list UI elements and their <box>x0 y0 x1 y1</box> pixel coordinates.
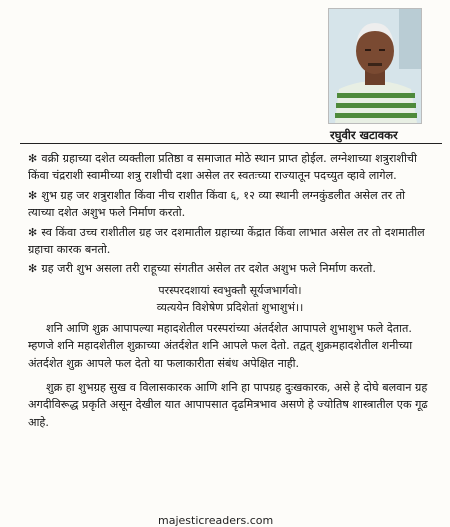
author-photo <box>328 8 422 124</box>
article-body <box>28 150 432 433</box>
bullet-item: ✻ वक्री ग्रहाच्या दशेत व्यक्तीला प्रतिष्ठा व समाजात मोठे स्थान प्राप्त होईल. लग्नेशाच्या शत्रुराशीची किंवा चंद्रराशी स्वामीच्या शत्रु राशीची दशा असेल तर स्वतःच्या राज्यातून पदच्युत व्हावे लागेल. <box>28 152 417 183</box>
bullet-item: ✻ स्व किंवा उच्च राशीतील ग्रह जर दशमातील ग्रहाच्या केंद्रात किंवा लाभात असेल तर तो दशमातील ग्रहाचा कारक बनतो. <box>28 225 425 257</box>
body-paragraph: शुक्र हा शुभग्रह सुख व विलासकारक आणि शनि हा पापग्रह दुःखकारक, असे हे दोघे बलवान ग्रह अगदीविरूद्ध प्रकृति असून देखील यात आपापसात दृढमित्रभाव असणे हे ज्योतिष शास्त्रातील एक गूढ आहे. <box>28 381 428 429</box>
bullet-star-icon: ✻ <box>28 152 38 165</box>
bullet-star-icon: ✻ <box>28 188 38 202</box>
bullet-item: ✻ ग्रह जरी शुभ असला तरी राहूच्या संगतीत असेल तर दशेत अशुभ फले निर्माण करतो. <box>28 262 376 276</box>
bullet-star-icon: ✻ <box>28 225 38 239</box>
bullet-star-icon: ✻ <box>28 262 38 276</box>
body-paragraph: शनि आणि शुक्र आपापल्या महादशेतील परस्परांच्या अंतर्दशेत आपापले शुभाशुभ फले देतात. म्हणजे शनि महादशेतील शुक्राच्या अंतर्दशेत शनि आपले फल देतो. तद्वत् शुक्रमहादशेतील शनीच्या अंतर्दशेत शुक्र आपले फल देतो या फलाकारीता संबंध अपेक्षित नाही. <box>28 321 413 370</box>
verse-line-1: परस्परदशायां स्वभुक्तौ सूर्यजभार्गवो। <box>158 283 302 297</box>
bullet-item: ✻ शुभ ग्रह जर शत्रुराशीत किंवा नीच राशीत किंवा ६, १२ व्या स्थानी लग्नकुंडलीत असेल तर तो त्याच्या दशेत अशुभ फले निर्माण करतो. <box>28 188 406 220</box>
verse-line-2: व्यत्ययेन विशेषेण प्रदिशेतां शुभाशुभं।। <box>156 300 304 314</box>
sanskrit-verse <box>28 282 432 316</box>
footer-website: majesticreaders.com <box>158 514 274 527</box>
header-divider <box>20 143 442 144</box>
author-portrait-image <box>329 9 421 123</box>
author-name: रघुवीर खटावकर <box>330 128 398 142</box>
